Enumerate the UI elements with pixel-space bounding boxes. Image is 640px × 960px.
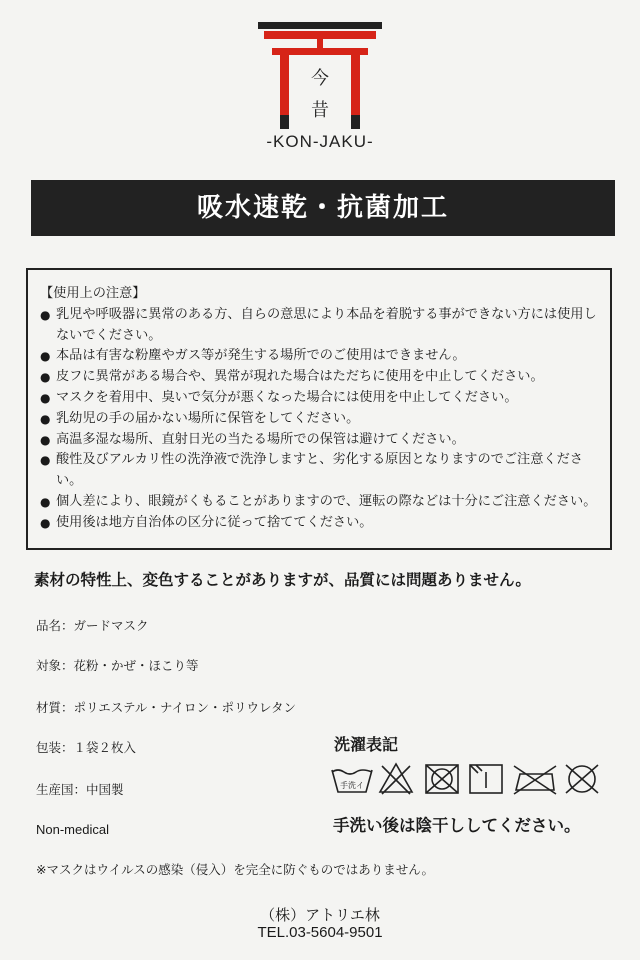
caution-item: ● 乳幼児の手の届かない場所に保管をしてください。 — [40, 409, 600, 430]
caution-item: ● 酸性及びアルカリ性の洗浄液で洗浄しますと、劣化する原因となりますのでご注意ください。 — [40, 450, 600, 492]
washing-title: 洗濯表記 — [334, 735, 399, 754]
no-bleach-icon — [380, 764, 412, 794]
spec-origin: 生産国：中国製 — [36, 782, 124, 797]
caution-item: ● 個人差により、眼鏡がくもることがありますので、運転の際などは十分にご注意ください。 — [40, 492, 600, 513]
spec-material: 材質：ポリエステル・ナイロン・ポリウレタン — [36, 700, 297, 715]
caution-item: ● 乳児や呼吸器に異常のある方、自らの意思により本品を着脱する事ができない方には使用しないでください。 — [40, 305, 600, 347]
spec-product-name: 品名：ガードマスク — [36, 618, 149, 633]
hand-wash-icon — [332, 770, 372, 792]
caution-list — [40, 305, 600, 534]
hand-wash-mark: 手洗イ — [340, 781, 364, 790]
washing-icons — [330, 762, 610, 796]
line-dry-shade-icon — [470, 765, 502, 793]
feature-banner: 吸水速乾・抗菌加工 — [31, 180, 615, 236]
no-iron-icon — [514, 766, 556, 794]
caution-item: ● 皮フに異常がある場合や、異常が現れた場合はただちに使用を中止してください。 — [40, 367, 600, 388]
caution-item: ● 使用後は地方自治体の区分に従って捨ててください。 — [40, 513, 600, 534]
logo-char-bottom: 昔 — [311, 100, 329, 121]
disclaimer: ※マスクはウイルスの感染（侵入）を完全に防ぐものではありません。 — [36, 862, 434, 877]
washing-instruction: 手洗い後は陰干ししてください。 — [333, 816, 581, 835]
telephone: TEL.03-5604-9501 — [257, 924, 383, 941]
brand-name: -KON-JAKU- — [266, 132, 374, 151]
caution-item: ● マスクを着用中、臭いで気分が悪くなった場合には使用を中止してください。 — [40, 388, 600, 409]
material-note: 素材の特性上、変色することがありますが、品質には問題ありません。 — [34, 571, 531, 589]
no-tumble-dry-icon — [426, 765, 458, 793]
no-dry-clean-icon — [566, 765, 598, 793]
spec-non-medical: Non-medical — [36, 822, 109, 837]
spec-target: 対象：花粉・かぜ・ほこり等 — [36, 658, 199, 673]
spec-package: 包装：１袋２枚入 — [36, 740, 137, 755]
caution-item: ● 本品は有害な粉塵やガス等が発生する場所でのご使用はできません。 — [40, 346, 600, 367]
logo-char-top: 今 — [311, 68, 329, 89]
caution-item: ● 高温多湿な場所、直射日光の当たる場所での保管は避けてください。 — [40, 430, 600, 451]
caution-title: 【使用上の注意】 — [40, 286, 146, 301]
company-name: （株）アトリエ林 — [260, 906, 380, 924]
caution-box — [26, 268, 612, 550]
